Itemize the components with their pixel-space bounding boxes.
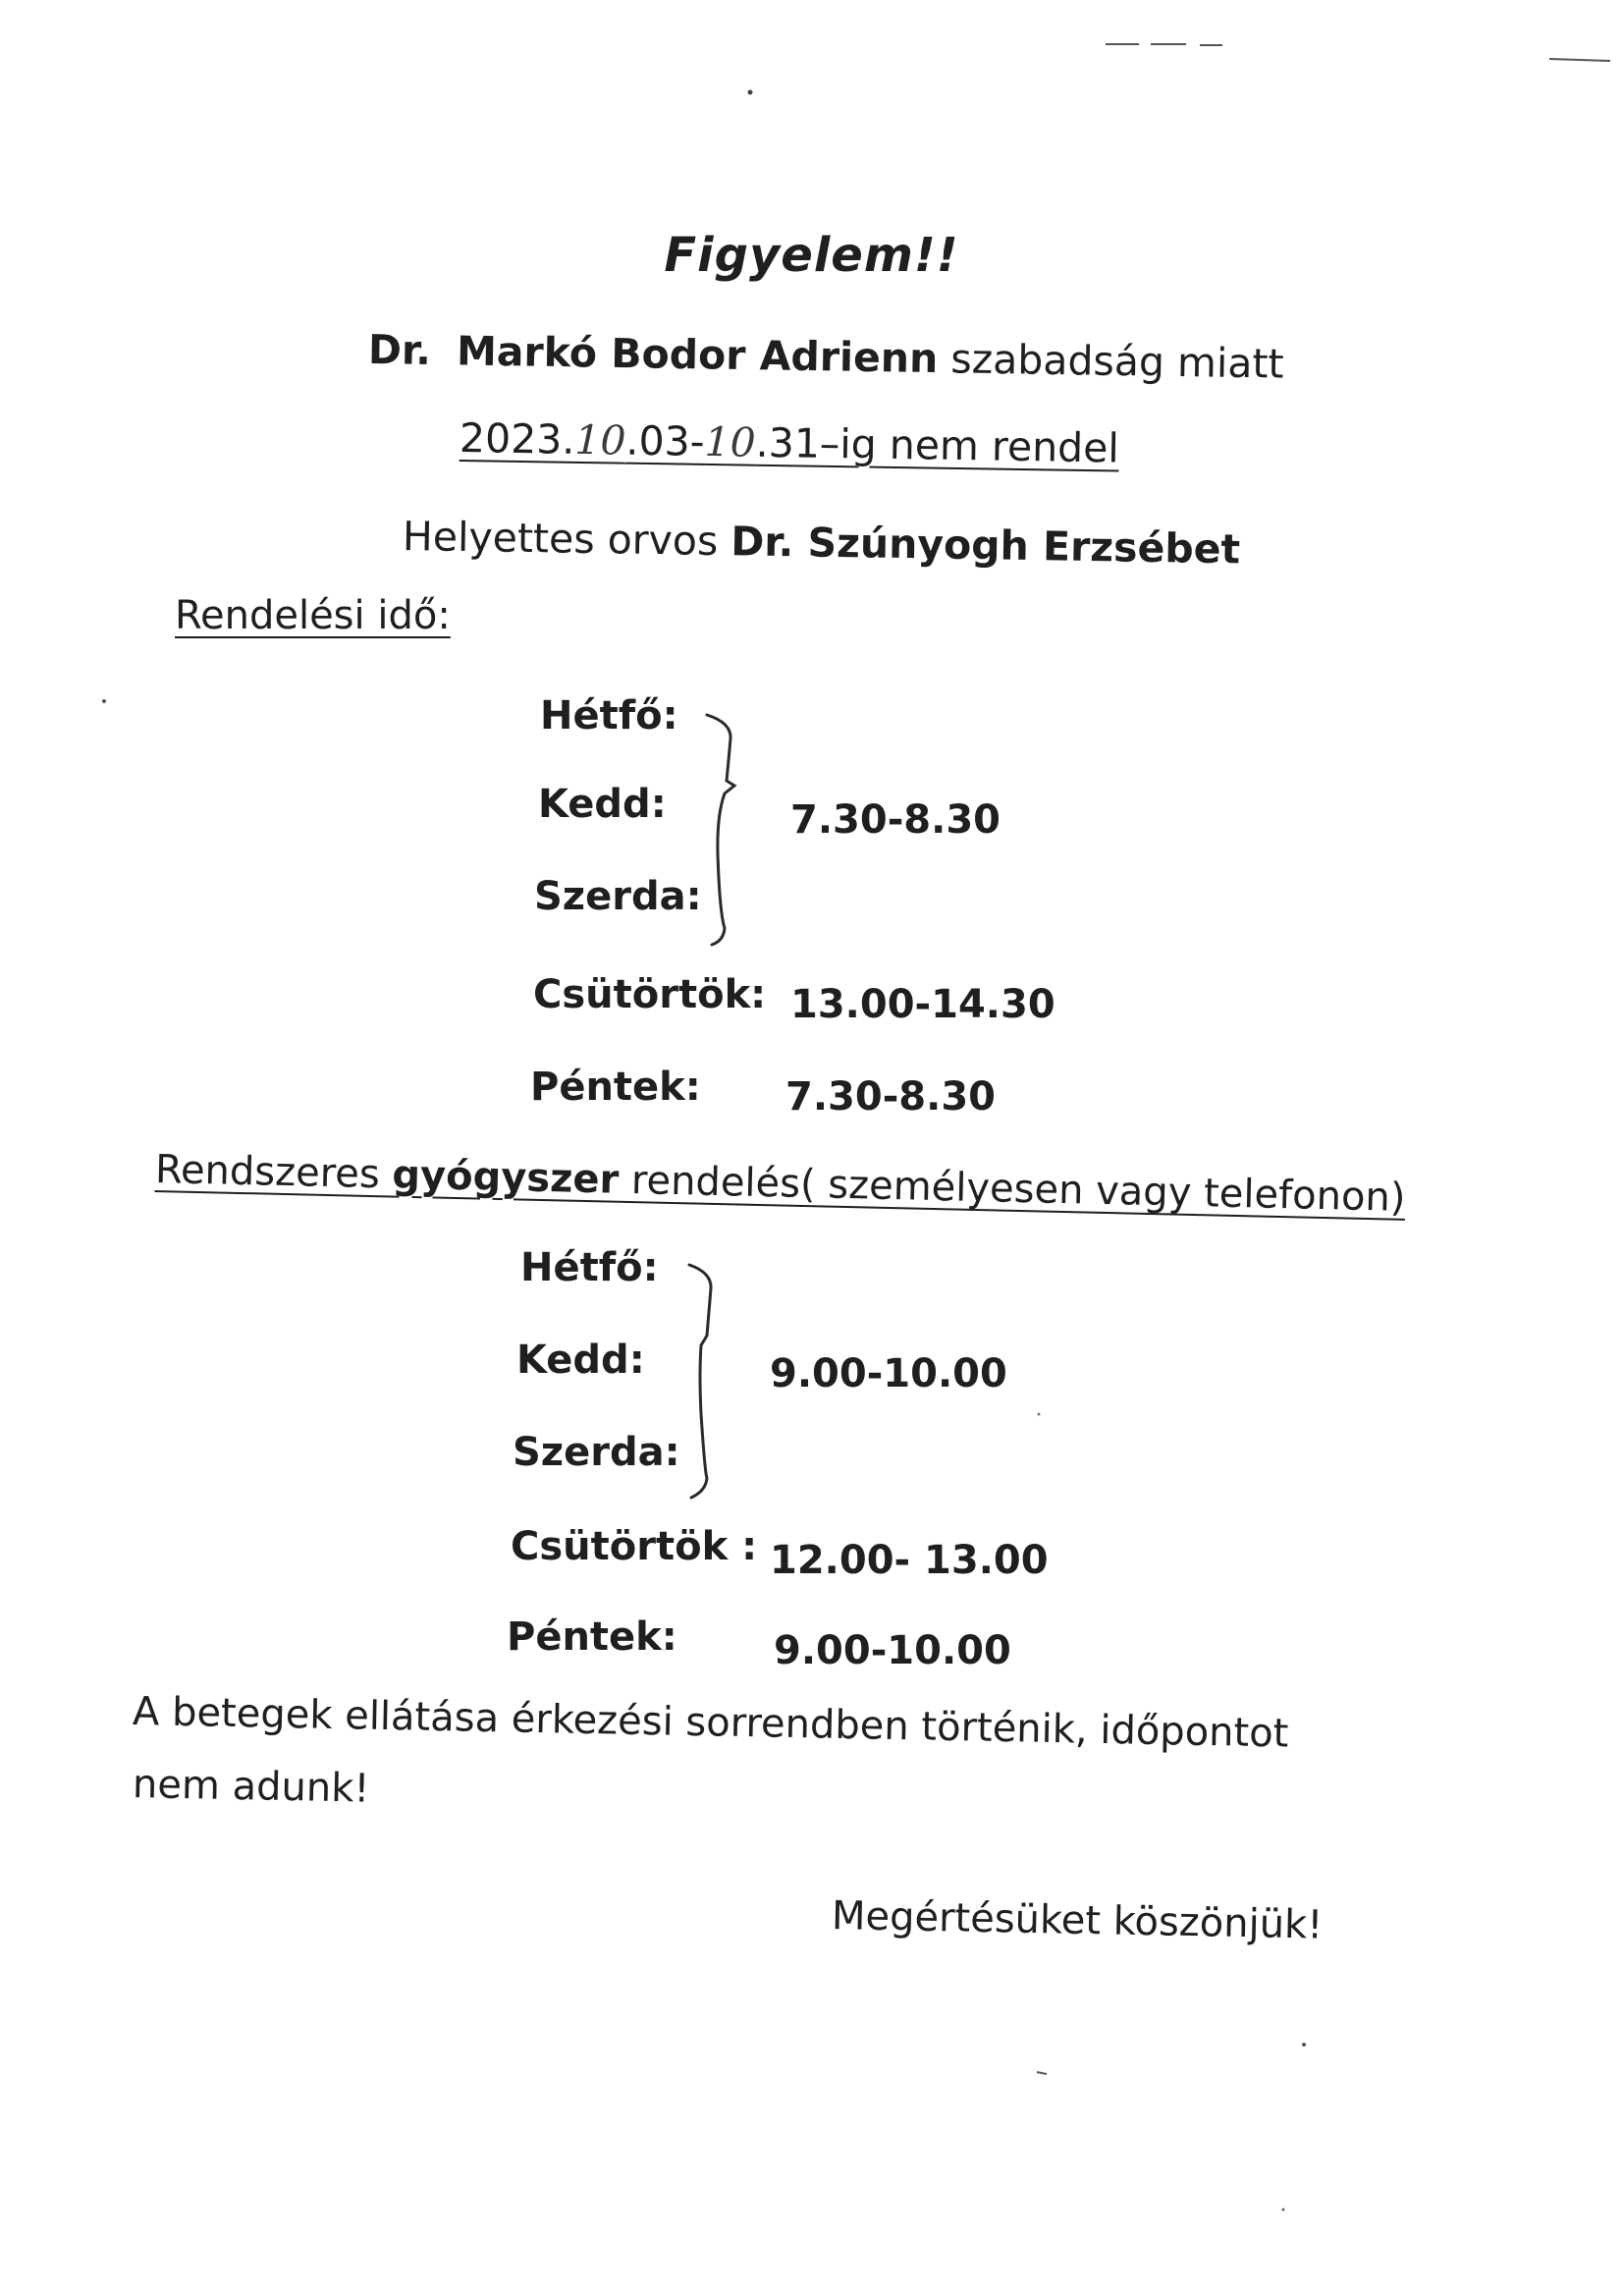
rx-day-monday: Hétfő:	[520, 1245, 659, 1290]
scan-dash-right	[1549, 59, 1610, 61]
scan-dot	[748, 90, 753, 95]
scan-dot	[102, 699, 106, 703]
rx-time-friday: 9.00-10.00	[774, 1628, 1011, 1673]
scan-dot	[1038, 1413, 1041, 1416]
handwritten-month: 10	[704, 417, 757, 466]
thanks-text: Megértésüket köszönjük!	[831, 1893, 1324, 1948]
substitute-label: Helyettes orvos	[402, 513, 719, 566]
prescription-brace	[689, 1265, 711, 1498]
scan-dash-top	[1106, 44, 1222, 45]
scan-dot	[1302, 2043, 1306, 2047]
office-time-thursday: 13.00-14.30	[790, 982, 1055, 1027]
heading-bold-word: gyógyszer	[391, 1152, 620, 1203]
office-day-wednesday: Szerda:	[534, 874, 702, 919]
scan-dot	[1282, 2209, 1285, 2212]
date-part: .31–ig nem rendel	[755, 418, 1120, 472]
doctor-prefix: Dr.	[367, 326, 432, 375]
office-day-friday: Péntek:	[530, 1065, 701, 1110]
scan-dash	[1037, 2072, 1047, 2074]
office-hours-brace	[707, 715, 734, 945]
substitute-name: Dr. Szúnyogh Erzsébet	[730, 518, 1241, 574]
rx-day-wednesday: Szerda:	[513, 1430, 680, 1475]
notice-title: Figyelem!!	[664, 228, 959, 283]
date-part: 2023.	[459, 414, 575, 464]
heading-part: Rendszeres	[154, 1147, 393, 1198]
office-hours-heading: Rendelési idő:	[175, 593, 451, 638]
rx-day-thursday: Csütörtök :	[511, 1524, 758, 1569]
rx-time-thursday: 12.00- 13.00	[770, 1538, 1049, 1583]
date-part: .03-	[625, 416, 705, 465]
rx-day-friday: Péntek:	[507, 1614, 677, 1660]
doctor-name: Markó Bodor Adrienn	[456, 327, 939, 383]
office-day-monday: Hétfő:	[540, 693, 678, 738]
handwritten-month: 10	[573, 415, 626, 465]
rx-time-mon-wed: 9.00-10.00	[770, 1351, 1007, 1396]
office-time-friday: 7.30-8.30	[785, 1074, 996, 1120]
office-day-thursday: Csütörtök:	[533, 972, 767, 1017]
office-time-mon-wed: 7.30-8.30	[790, 797, 1001, 843]
office-day-tuesday: Kedd:	[538, 782, 667, 827]
doctor-reason: szabadság miatt	[949, 335, 1284, 388]
rx-day-tuesday: Kedd:	[516, 1338, 645, 1383]
heading-part: rendelés( személyesen vagy telefonon)	[618, 1157, 1406, 1221]
note-line-1: A betegek ellátása érkezési sorrendben történik, időpontot	[132, 1689, 1289, 1757]
note-line-2: nem adunk!	[132, 1762, 370, 1812]
